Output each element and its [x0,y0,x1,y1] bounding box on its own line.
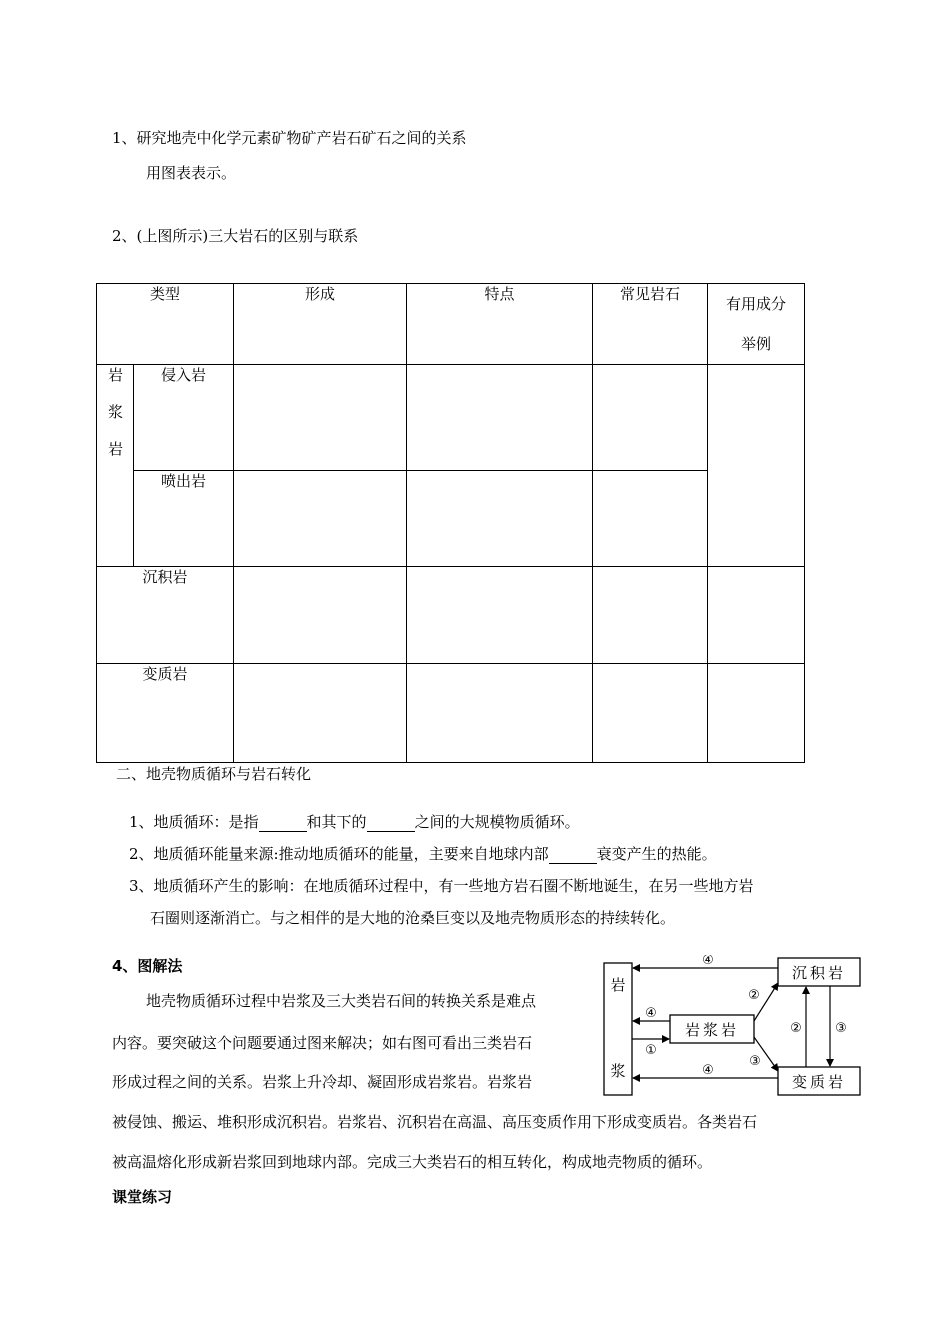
label-n2-vert: ② [790,1021,802,1036]
label-sedimentary: 沉积岩 [97,567,234,664]
header-formation: 形成 [234,284,407,365]
section4-p1: 地壳物质循环过程中岩浆及三大类岩石间的转换关系是难点 [146,992,537,1010]
rock-comparison-table [96,283,805,763]
igneous-label: 岩浆岩 [684,1021,740,1039]
cell-intrusive-common[interactable] [593,365,708,471]
table-row-intrusive [97,365,805,471]
header-type: 类型 [97,284,234,365]
label-extrusive: 喷出岩 [134,471,234,567]
cell-metamorphic-common[interactable] [593,664,708,763]
label-n2-diag: ② [748,988,760,1003]
rock-cycle-diagram [600,955,870,1105]
header-useful-components: 有用成分 举例 [708,284,805,365]
label-n4-bottom: ④ [702,1063,714,1078]
header-common-rocks: 常见岩石 [593,284,708,365]
cell-metamorphic-formation[interactable] [234,664,407,763]
cell-intrusive-formation[interactable] [234,365,407,471]
header-features: 特点 [407,284,593,365]
practice-title: 课堂练习 [112,1188,173,1206]
section4-p4: 被侵蚀、搬运、堆积形成沉积岩。岩浆岩、沉积岩在高温、高压变质作用下形成变质岩。各类岩石 [112,1113,758,1131]
magma-bottom-label: 浆 [610,1062,626,1080]
cell-sedimentary-useful[interactable] [708,567,805,664]
label-n3-diag: ③ [749,1054,761,1069]
label-metamorphic: 变质岩 [97,664,234,763]
magma-rock-label: 岩浆岩 [97,365,134,567]
label-n4-mid: ④ [645,1006,657,1021]
section2-item2: 2、地质循环能量来源:推动地质循环的能量，主要来自地球内部 衰变产生的热能。 [129,845,717,863]
magma-top-label: 岩 [610,976,626,994]
blank-2[interactable] [367,815,415,832]
cell-extrusive-formation[interactable] [234,471,407,567]
cell-sedimentary-common[interactable] [593,567,708,664]
section2-item3-line1: 3、地质循环产生的影响：在地质循环过程中，有一些地方岩石圈不断地诞生，在另一些地方岩 [129,877,754,895]
section4-p2: 内容。要突破这个问题要通过图来解决；如右图可看出三类岩石 [112,1034,533,1052]
cell-metamorphic-useful[interactable] [708,664,805,763]
section4-p5: 被高温熔化形成新岩浆回到地球内部。完成三大类岩石的相互转化，构成地壳物质的循环。 [112,1153,713,1171]
cell-magma-useful[interactable] [708,365,805,567]
table-header-row [97,284,805,365]
label-intrusive: 侵入岩 [134,365,234,471]
sedimentary-label: 沉积岩 [791,964,847,982]
table-row-extrusive [97,471,805,567]
section2-item1: 1、地质循环：是指 和其下的 之间的大规模物质循环。 [129,813,580,831]
q1-line2: 用图表表示。 [146,164,237,182]
table-row-metamorphic [97,664,805,763]
label-n3-vert: ③ [835,1021,847,1036]
cell-sedimentary-features[interactable] [407,567,593,664]
q2-title: 2、(上图所示)三大岩石的区别与联系 [112,227,359,245]
section2-title: 二、地壳物质循环与岩石转化 [116,765,312,783]
blank-3[interactable] [549,847,597,864]
blank-1[interactable] [259,815,307,832]
cell-intrusive-features[interactable] [407,365,593,471]
q1-line1: 1、研究地壳中化学元素矿物矿产岩石矿石之间的关系 [112,129,467,147]
section4-title: 4、图解法 [112,957,183,975]
label-n4-top: ④ [702,955,714,968]
section4-p3: 形成过程之间的关系。岩浆上升冷却、凝固形成岩浆岩。岩浆岩 [112,1073,533,1091]
metamorphic-label: 变质岩 [791,1073,847,1091]
cell-sedimentary-formation[interactable] [234,567,407,664]
cell-extrusive-common[interactable] [593,471,708,567]
table-row-sedimentary [97,567,805,664]
cell-metamorphic-features[interactable] [407,664,593,763]
label-n1: ① [645,1043,657,1058]
cell-extrusive-features[interactable] [407,471,593,567]
section2-item3-line2: 石圈则逐渐消亡。与之相伴的是大地的沧桑巨变以及地壳物质形态的持续转化。 [150,909,676,927]
